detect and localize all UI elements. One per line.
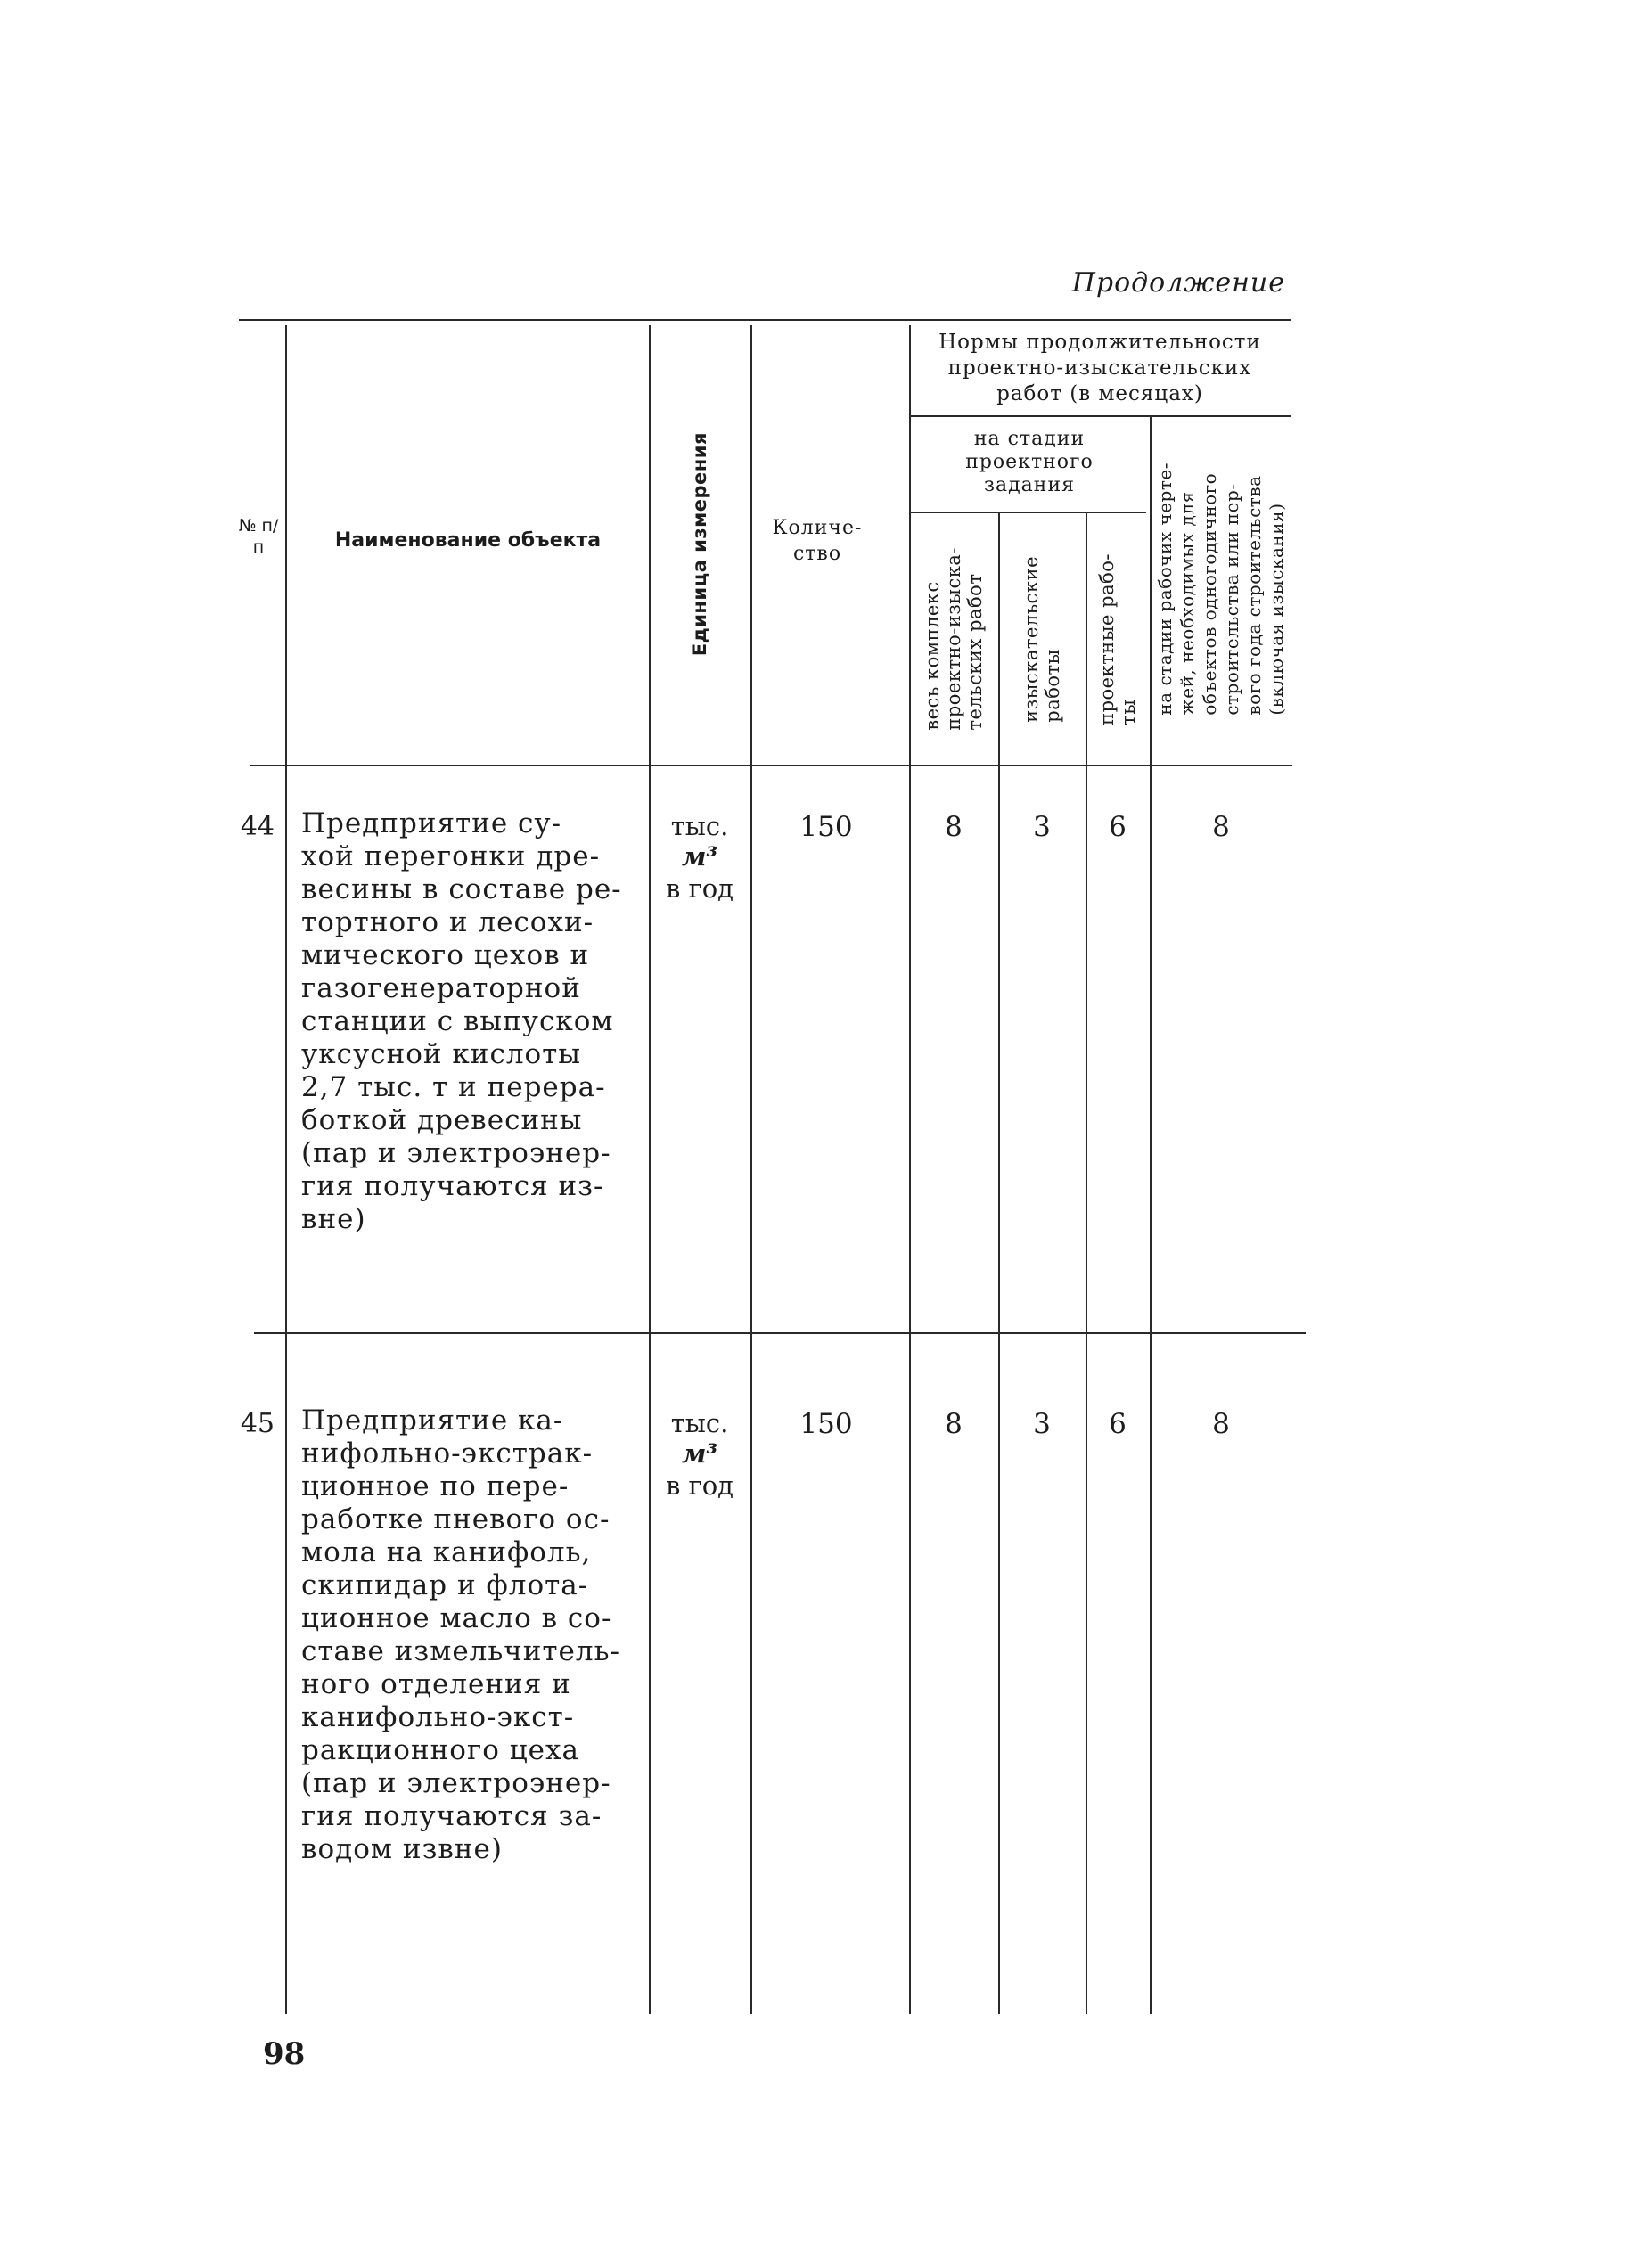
continuation-label: Продолжение xyxy=(1071,267,1285,299)
header-survey: изыскательские работы xyxy=(1020,555,1063,723)
row-working: 8 xyxy=(1212,1408,1230,1440)
row-unit-line2: м³ xyxy=(681,841,718,872)
row-unit-line3: в год xyxy=(665,873,734,904)
header-unit-cell xyxy=(651,326,749,763)
row-quantity: 150 xyxy=(799,1408,853,1440)
header-working: на стадии рабочих черте- жей, необходимых для объектов одногодичного строительства или пер- вого года строительства (включая изыскания) xyxy=(1154,463,1287,716)
table-top-rule xyxy=(239,319,1291,321)
row-separator-rule xyxy=(254,1332,1306,1334)
header-stage-project: на стадии проектного задания xyxy=(965,428,1094,496)
row-object-name: Предприятие ка- нифольно-экстрак- ционное по пере- работке пневого ос- мола на канифоль, скипидар и флота- ционное масло в со- ставе измельчитель- ного отделения и канифольно-экст- ракционного цеха (пар и электроэнер- гия получаются за- водом извне) xyxy=(301,1404,620,1865)
stage-project-rule xyxy=(909,512,1146,513)
header-quantity: Количе-ство xyxy=(772,517,863,565)
header-norms-group: Нормы продолжительности проектно-изыскательских работ (в месяцах) xyxy=(938,331,1261,405)
row-survey: 3 xyxy=(1033,811,1051,843)
row-design: 6 xyxy=(1109,1408,1127,1440)
row-quantity: 150 xyxy=(799,811,853,843)
row-full-complex: 8 xyxy=(945,1408,963,1440)
header-bottom-rule xyxy=(250,765,1292,766)
row-number: 45 xyxy=(240,1408,275,1439)
row-full-complex: 8 xyxy=(945,811,963,843)
header-full-complex: весь комплекс проектно-изыска- тельских работ xyxy=(922,547,986,731)
header-design-cell xyxy=(1087,515,1148,763)
row-design: 6 xyxy=(1109,811,1127,843)
row-survey: 3 xyxy=(1033,1408,1051,1440)
row-object-name: Предприятие су- хой перегонки дре- весины в составе ре- тортного и лесохи- мического цехов и газогенераторной станции с выпуском уксусной кислоты 2,7 тыс. т и перера- боткой древесины (пар и электроэнер- гия получаются из- вне) xyxy=(301,807,622,1235)
header-num: № п/п xyxy=(238,516,279,557)
row-unit-line1: тыс. xyxy=(670,811,729,841)
header-working-cell xyxy=(1152,415,1291,763)
col-rule-3 xyxy=(750,325,752,2014)
header-unit: Единица измерения xyxy=(688,432,710,657)
header-survey-cell xyxy=(1000,515,1084,763)
col-rule-1 xyxy=(285,325,287,2014)
header-design: проектные рабо- ты xyxy=(1096,553,1139,725)
row-working: 8 xyxy=(1212,811,1230,843)
header-full-complex-cell xyxy=(911,515,996,763)
row-number: 44 xyxy=(240,811,275,842)
header-name: Наименование объекта xyxy=(334,529,602,552)
row-unit-line3: в год xyxy=(665,1470,734,1501)
row-unit-line1: тыс. xyxy=(670,1408,729,1438)
page-number: 98 xyxy=(263,2036,306,2072)
row-unit-line2: м³ xyxy=(681,1438,718,1469)
